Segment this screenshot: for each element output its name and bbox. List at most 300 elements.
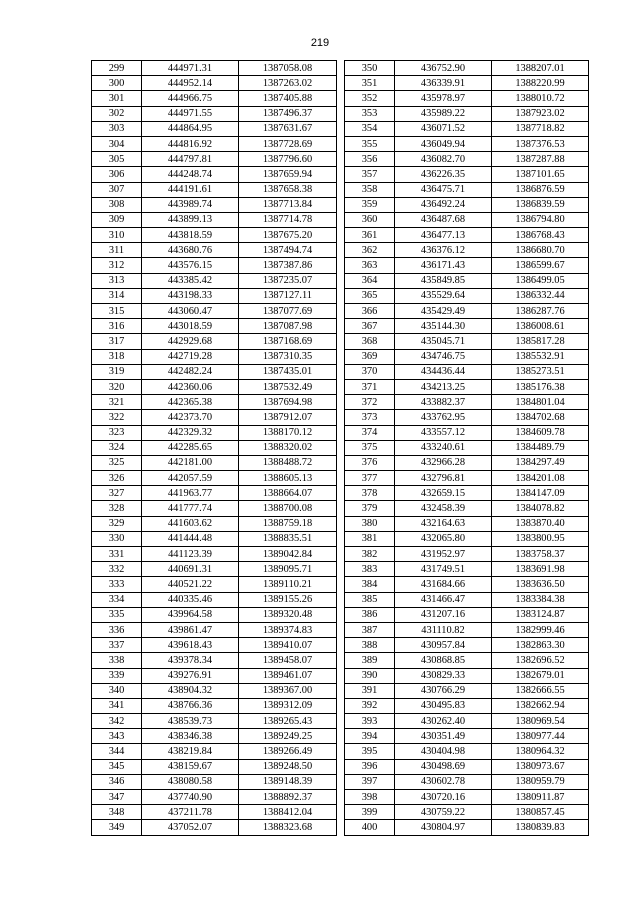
y-coordinate-cell: 1380973.67 [492,759,589,774]
table-row [345,471,589,486]
y-coordinate-cell: 1380977.44 [492,729,589,744]
y-coordinate-cell: 1387077.69 [239,304,337,319]
y-coordinate-cell: 1387718.82 [492,121,589,136]
x-coordinate-cell: 444797.81 [142,152,239,167]
table-row [92,304,337,319]
table-row [345,91,589,106]
table-row [345,197,589,212]
table-row [92,562,337,577]
x-coordinate-cell: 443818.59 [142,228,239,243]
table-row [92,486,337,501]
y-coordinate-cell: 1387168.69 [239,334,337,349]
point-number-cell: 376 [345,455,395,470]
table-row [345,455,589,470]
y-coordinate-cell: 1382999.46 [492,622,589,637]
x-coordinate-cell: 442929.68 [142,334,239,349]
point-number-cell: 357 [345,167,395,182]
point-number-cell: 333 [92,577,142,592]
y-coordinate-cell: 1388010.72 [492,91,589,106]
x-coordinate-cell: 435045.71 [395,334,492,349]
x-coordinate-cell: 430759.22 [395,805,492,820]
x-coordinate-cell: 438080.58 [142,774,239,789]
x-coordinate-cell: 443018.59 [142,319,239,334]
table-row [92,136,337,151]
table-row [92,349,337,364]
point-number-cell: 320 [92,379,142,394]
x-coordinate-cell: 431207.16 [395,607,492,622]
x-coordinate-cell: 430262.40 [395,714,492,729]
point-number-cell: 335 [92,607,142,622]
table-row [92,197,337,212]
y-coordinate-cell: 1380964.32 [492,744,589,759]
point-number-cell: 379 [345,501,395,516]
point-number-cell: 358 [345,182,395,197]
table-row [92,744,337,759]
x-coordinate-cell: 438539.73 [142,714,239,729]
y-coordinate-cell: 1387713.84 [239,197,337,212]
y-coordinate-cell: 1388170.12 [239,425,337,440]
point-number-cell: 363 [345,258,395,273]
point-number-cell: 387 [345,622,395,637]
point-number-cell: 366 [345,304,395,319]
x-coordinate-cell: 432966.28 [395,455,492,470]
y-coordinate-cell: 1384609.78 [492,425,589,440]
y-coordinate-cell: 1387287.88 [492,152,589,167]
table-row [92,288,337,303]
table-row [345,774,589,789]
x-coordinate-cell: 435144.30 [395,319,492,334]
table-row [92,455,337,470]
table-row [345,212,589,227]
x-coordinate-cell: 431684.66 [395,577,492,592]
table-row [92,121,337,136]
x-coordinate-cell: 434213.25 [395,379,492,394]
y-coordinate-cell: 1387658.38 [239,182,337,197]
table-row [345,516,589,531]
point-number-cell: 342 [92,714,142,729]
x-coordinate-cell: 440335.46 [142,592,239,607]
table-row [345,440,589,455]
point-number-cell: 321 [92,395,142,410]
y-coordinate-cell: 1388412.04 [239,805,337,820]
point-number-cell: 385 [345,592,395,607]
point-number-cell: 317 [92,334,142,349]
table-row [345,228,589,243]
x-coordinate-cell: 443989.74 [142,197,239,212]
table-row [92,425,337,440]
point-number-cell: 316 [92,319,142,334]
point-number-cell: 308 [92,197,142,212]
point-number-cell: 371 [345,379,395,394]
point-number-cell: 309 [92,212,142,227]
x-coordinate-cell: 438346.38 [142,729,239,744]
y-coordinate-cell: 1380839.83 [492,820,589,835]
table-row [345,486,589,501]
point-number-cell: 349 [92,820,142,835]
y-coordinate-cell: 1389367.00 [239,683,337,698]
point-number-cell: 395 [345,744,395,759]
point-number-cell: 301 [92,91,142,106]
point-number-cell: 330 [92,531,142,546]
y-coordinate-cell: 1386499.05 [492,273,589,288]
point-number-cell: 389 [345,653,395,668]
x-coordinate-cell: 442360.06 [142,379,239,394]
point-number-cell: 380 [345,516,395,531]
x-coordinate-cell: 444248.74 [142,167,239,182]
point-number-cell: 351 [345,76,395,91]
x-coordinate-cell: 441963.77 [142,486,239,501]
table-body-right [345,61,589,836]
y-coordinate-cell: 1387796.60 [239,152,337,167]
point-number-cell: 345 [92,759,142,774]
point-number-cell: 350 [345,61,395,76]
x-coordinate-cell: 444971.55 [142,106,239,121]
x-coordinate-cell: 432164.63 [395,516,492,531]
y-coordinate-cell: 1388700.08 [239,501,337,516]
y-coordinate-cell: 1386332.44 [492,288,589,303]
y-coordinate-cell: 1385176.38 [492,379,589,394]
table-row [92,334,337,349]
y-coordinate-cell: 1382679.01 [492,668,589,683]
point-number-cell: 365 [345,288,395,303]
point-number-cell: 322 [92,410,142,425]
table-row [345,744,589,759]
point-number-cell: 368 [345,334,395,349]
table-row [92,577,337,592]
point-number-cell: 390 [345,668,395,683]
y-coordinate-cell: 1389110.21 [239,577,337,592]
point-number-cell: 354 [345,121,395,136]
table-row [345,76,589,91]
point-number-cell: 311 [92,243,142,258]
y-coordinate-cell: 1387532.49 [239,379,337,394]
point-number-cell: 339 [92,668,142,683]
table-row [345,698,589,713]
y-coordinate-cell: 1382696.52 [492,653,589,668]
point-number-cell: 302 [92,106,142,121]
y-coordinate-cell: 1389374.83 [239,622,337,637]
y-coordinate-cell: 1380969.54 [492,714,589,729]
y-coordinate-cell: 1388323.68 [239,820,337,835]
y-coordinate-cell: 1385273.51 [492,364,589,379]
y-coordinate-cell: 1384489.79 [492,440,589,455]
table-row [345,501,589,516]
point-number-cell: 312 [92,258,142,273]
x-coordinate-cell: 432796.81 [395,471,492,486]
y-coordinate-cell: 1389249.25 [239,729,337,744]
y-coordinate-cell: 1387496.37 [239,106,337,121]
y-coordinate-cell: 1388835.51 [239,531,337,546]
y-coordinate-cell: 1389095.71 [239,562,337,577]
table-row [345,790,589,805]
x-coordinate-cell: 442329.32 [142,425,239,440]
x-coordinate-cell: 434436.44 [395,364,492,379]
point-number-cell: 392 [345,698,395,713]
table-row [345,364,589,379]
point-number-cell: 340 [92,683,142,698]
y-coordinate-cell: 1385532.91 [492,349,589,364]
y-coordinate-cell: 1387714.78 [239,212,337,227]
point-number-cell: 364 [345,273,395,288]
y-coordinate-cell: 1389248.50 [239,759,337,774]
table-row [92,622,337,637]
point-number-cell: 300 [92,76,142,91]
x-coordinate-cell: 438219.84 [142,744,239,759]
y-coordinate-cell: 1387087.98 [239,319,337,334]
x-coordinate-cell: 440691.31 [142,562,239,577]
point-number-cell: 334 [92,592,142,607]
x-coordinate-cell: 439964.58 [142,607,239,622]
y-coordinate-cell: 1387127.11 [239,288,337,303]
table-row [92,759,337,774]
table-row [345,683,589,698]
y-coordinate-cell: 1387923.02 [492,106,589,121]
point-number-cell: 325 [92,455,142,470]
y-coordinate-cell: 1389458.07 [239,653,337,668]
y-coordinate-cell: 1383636.50 [492,577,589,592]
table-row [345,106,589,121]
point-number-cell: 383 [345,562,395,577]
x-coordinate-cell: 441777.74 [142,501,239,516]
x-coordinate-cell: 430498.69 [395,759,492,774]
table-row [345,288,589,303]
point-number-cell: 304 [92,136,142,151]
y-coordinate-cell: 1386287.76 [492,304,589,319]
table-row [345,714,589,729]
y-coordinate-cell: 1383124.87 [492,607,589,622]
point-number-cell: 299 [92,61,142,76]
x-coordinate-cell: 430720.16 [395,790,492,805]
y-coordinate-cell: 1384801.04 [492,395,589,410]
point-number-cell: 382 [345,547,395,562]
x-coordinate-cell: 430829.33 [395,668,492,683]
point-number-cell: 314 [92,288,142,303]
table-row [92,152,337,167]
x-coordinate-cell: 436475.71 [395,182,492,197]
x-coordinate-cell: 443385.42 [142,273,239,288]
y-coordinate-cell: 1384078.82 [492,501,589,516]
x-coordinate-cell: 430602.78 [395,774,492,789]
table-row [92,273,337,288]
table-row [92,714,337,729]
y-coordinate-cell: 1389266.49 [239,744,337,759]
table-row [92,106,337,121]
point-number-cell: 360 [345,212,395,227]
point-number-cell: 394 [345,729,395,744]
x-coordinate-cell: 441603.62 [142,516,239,531]
y-coordinate-cell: 1386680.70 [492,243,589,258]
table-row [345,334,589,349]
y-coordinate-cell: 1387694.98 [239,395,337,410]
table-row [92,668,337,683]
y-coordinate-cell: 1387235.07 [239,273,337,288]
x-coordinate-cell: 438766.36 [142,698,239,713]
point-number-cell: 377 [345,471,395,486]
x-coordinate-cell: 430804.97 [395,820,492,835]
table-body-left [92,61,337,836]
table-row [345,577,589,592]
y-coordinate-cell: 1387631.67 [239,121,337,136]
x-coordinate-cell: 431952.97 [395,547,492,562]
y-coordinate-cell: 1389461.07 [239,668,337,683]
y-coordinate-cell: 1384702.68 [492,410,589,425]
table-row [345,304,589,319]
y-coordinate-cell: 1383691.98 [492,562,589,577]
x-coordinate-cell: 442285.65 [142,440,239,455]
x-coordinate-cell: 443899.13 [142,212,239,227]
point-number-cell: 346 [92,774,142,789]
x-coordinate-cell: 442181.00 [142,455,239,470]
y-coordinate-cell: 1389042.84 [239,547,337,562]
point-number-cell: 400 [345,820,395,835]
table-row [92,531,337,546]
table-row [92,729,337,744]
x-coordinate-cell: 433557.12 [395,425,492,440]
point-number-cell: 398 [345,790,395,805]
x-coordinate-cell: 436171.43 [395,258,492,273]
y-coordinate-cell: 1389155.26 [239,592,337,607]
x-coordinate-cell: 442719.28 [142,349,239,364]
x-coordinate-cell: 441444.48 [142,531,239,546]
point-number-cell: 374 [345,425,395,440]
y-coordinate-cell: 1387101.65 [492,167,589,182]
point-number-cell: 362 [345,243,395,258]
y-coordinate-cell: 1386839.59 [492,197,589,212]
table-row [92,471,337,486]
table-row [345,243,589,258]
x-coordinate-cell: 439618.43 [142,638,239,653]
point-number-cell: 307 [92,182,142,197]
table-row [92,228,337,243]
x-coordinate-cell: 442373.70 [142,410,239,425]
table-row [92,683,337,698]
table-row [92,440,337,455]
point-number-cell: 393 [345,714,395,729]
y-coordinate-cell: 1389148.39 [239,774,337,789]
point-number-cell: 386 [345,607,395,622]
point-number-cell: 399 [345,805,395,820]
table-row [92,607,337,622]
x-coordinate-cell: 436487.68 [395,212,492,227]
table-row [345,152,589,167]
x-coordinate-cell: 444816.92 [142,136,239,151]
y-coordinate-cell: 1386876.59 [492,182,589,197]
point-number-cell: 323 [92,425,142,440]
point-number-cell: 361 [345,228,395,243]
x-coordinate-cell: 430495.83 [395,698,492,713]
point-number-cell: 336 [92,622,142,637]
point-number-cell: 337 [92,638,142,653]
y-coordinate-cell: 1388605.13 [239,471,337,486]
point-number-cell: 344 [92,744,142,759]
x-coordinate-cell: 432065.80 [395,531,492,546]
y-coordinate-cell: 1388892.37 [239,790,337,805]
y-coordinate-cell: 1389320.48 [239,607,337,622]
x-coordinate-cell: 439378.34 [142,653,239,668]
table-row [92,395,337,410]
point-number-cell: 369 [345,349,395,364]
table-row [345,653,589,668]
x-coordinate-cell: 444191.61 [142,182,239,197]
x-coordinate-cell: 437211.78 [142,805,239,820]
table-row [92,91,337,106]
table-row [345,258,589,273]
coordinates-table-right [344,60,589,836]
x-coordinate-cell: 436492.24 [395,197,492,212]
point-number-cell: 305 [92,152,142,167]
table-row [92,258,337,273]
point-number-cell: 313 [92,273,142,288]
table-row [345,805,589,820]
table-row [345,547,589,562]
table-row [92,592,337,607]
table-row [92,212,337,227]
point-number-cell: 310 [92,228,142,243]
y-coordinate-cell: 1380911.87 [492,790,589,805]
x-coordinate-cell: 443198.33 [142,288,239,303]
x-coordinate-cell: 443680.76 [142,243,239,258]
table-row [92,379,337,394]
y-coordinate-cell: 1382662.94 [492,698,589,713]
x-coordinate-cell: 435849.85 [395,273,492,288]
table-row [345,273,589,288]
x-coordinate-cell: 435529.64 [395,288,492,303]
y-coordinate-cell: 1387728.69 [239,136,337,151]
table-row [92,61,337,76]
table-row [345,121,589,136]
point-number-cell: 347 [92,790,142,805]
x-coordinate-cell: 436477.13 [395,228,492,243]
y-coordinate-cell: 1387435.01 [239,364,337,379]
y-coordinate-cell: 1385817.28 [492,334,589,349]
table-row [92,790,337,805]
x-coordinate-cell: 435429.49 [395,304,492,319]
x-coordinate-cell: 437740.90 [142,790,239,805]
x-coordinate-cell: 442365.38 [142,395,239,410]
y-coordinate-cell: 1388207.01 [492,61,589,76]
x-coordinate-cell: 436049.94 [395,136,492,151]
x-coordinate-cell: 439861.47 [142,622,239,637]
table-row [345,167,589,182]
table-row [345,182,589,197]
y-coordinate-cell: 1387405.88 [239,91,337,106]
x-coordinate-cell: 444966.75 [142,91,239,106]
table-row [345,379,589,394]
table-row [92,805,337,820]
y-coordinate-cell: 1387494.74 [239,243,337,258]
point-number-cell: 381 [345,531,395,546]
x-coordinate-cell: 431110.82 [395,622,492,637]
x-coordinate-cell: 438904.32 [142,683,239,698]
x-coordinate-cell: 436226.35 [395,167,492,182]
x-coordinate-cell: 433762.95 [395,410,492,425]
table-row [92,516,337,531]
x-coordinate-cell: 436339.91 [395,76,492,91]
point-number-cell: 331 [92,547,142,562]
table-row [92,319,337,334]
coordinates-table-left [91,60,337,836]
table-row [92,820,337,835]
point-number-cell: 384 [345,577,395,592]
point-number-cell: 396 [345,759,395,774]
point-number-cell: 329 [92,516,142,531]
y-coordinate-cell: 1387310.35 [239,349,337,364]
x-coordinate-cell: 433240.61 [395,440,492,455]
x-coordinate-cell: 430351.49 [395,729,492,744]
y-coordinate-cell: 1386794.80 [492,212,589,227]
table-row [92,76,337,91]
y-coordinate-cell: 1386599.67 [492,258,589,273]
